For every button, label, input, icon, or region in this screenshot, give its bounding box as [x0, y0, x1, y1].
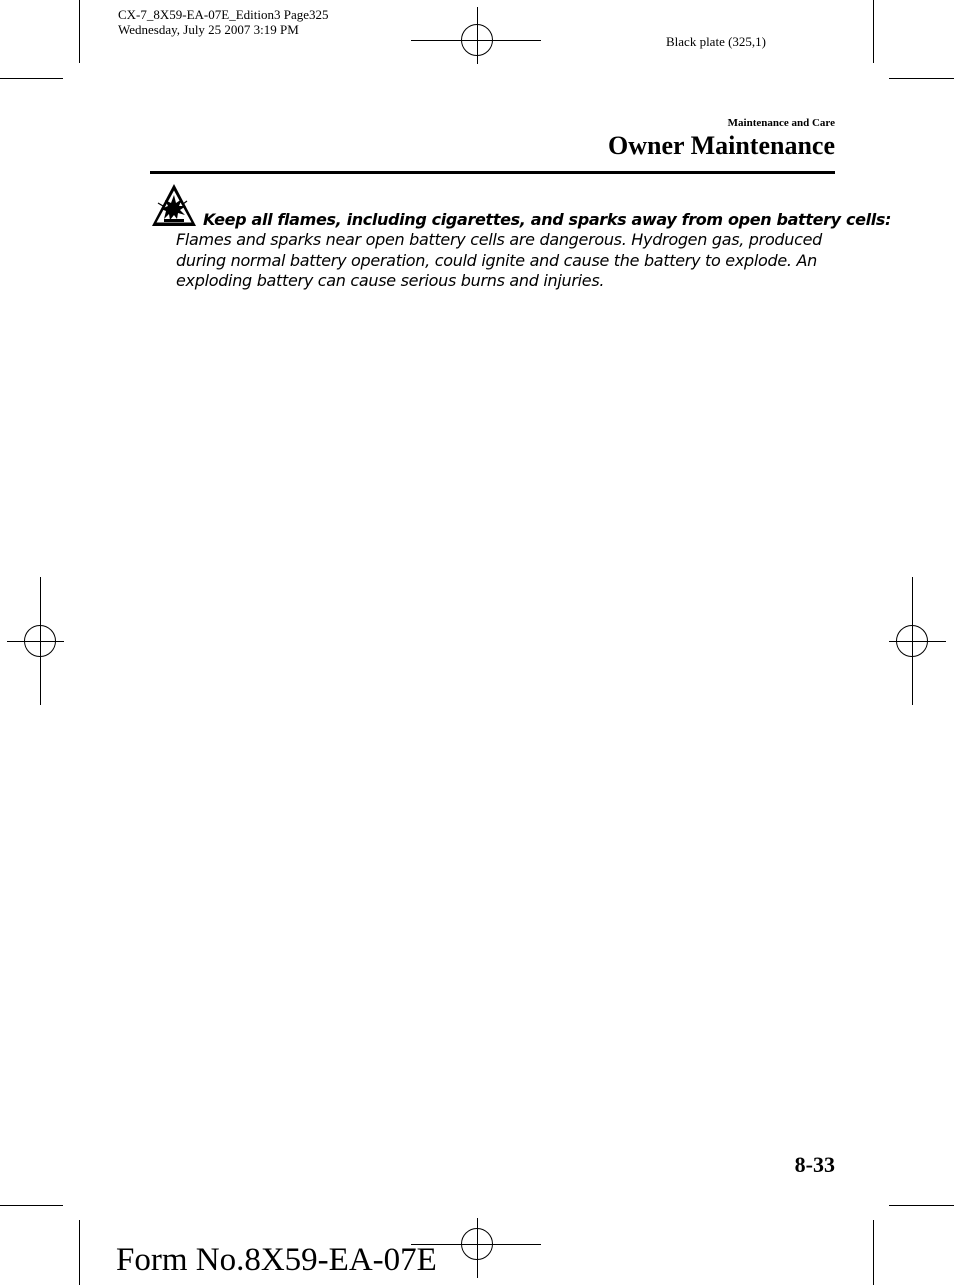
warning-body-line: during normal battery operation, could ignite and cause the battery to explode. An: [176, 250, 817, 270]
crop-mark: [79, 0, 80, 63]
print-info-line: Wednesday, July 25 2007 3:19 PM: [118, 22, 299, 37]
registration-circle: [461, 1228, 493, 1260]
registration-circle: [896, 625, 928, 657]
crop-mark: [0, 78, 63, 79]
warning-lead: Keep all flames, including cigarettes, and sparks away from open battery cells:: [203, 210, 892, 229]
crop-mark: [79, 1220, 80, 1285]
warning-body-line: exploding battery can cause serious burns and injuries.: [176, 271, 605, 290]
crop-mark: [0, 1205, 63, 1206]
registration-circle: [461, 24, 493, 56]
page-number: 8-33: [794, 1152, 835, 1177]
print-info: [118, 7, 329, 37]
crop-mark: [873, 0, 874, 63]
plate-label: Black plate (325,1): [666, 34, 766, 49]
page-title: Owner Maintenance: [608, 131, 835, 160]
explosion-warning-icon: [150, 182, 198, 228]
registration-circle: [24, 625, 56, 657]
form-number: Form No.8X59-EA-07E: [116, 1242, 437, 1278]
title-rule: [150, 171, 835, 174]
warning-body: [176, 230, 836, 292]
print-info-line: CX-7_8X59-EA-07E_Edition3 Page325: [118, 7, 329, 22]
crop-mark: [889, 78, 954, 79]
crop-mark: [873, 1220, 874, 1285]
section-label: Maintenance and Care: [727, 117, 835, 129]
crop-mark: [889, 1205, 954, 1206]
warning-body-line: Flames and sparks near open battery cells are dangerous. Hydrogen gas, produced: [176, 230, 823, 249]
